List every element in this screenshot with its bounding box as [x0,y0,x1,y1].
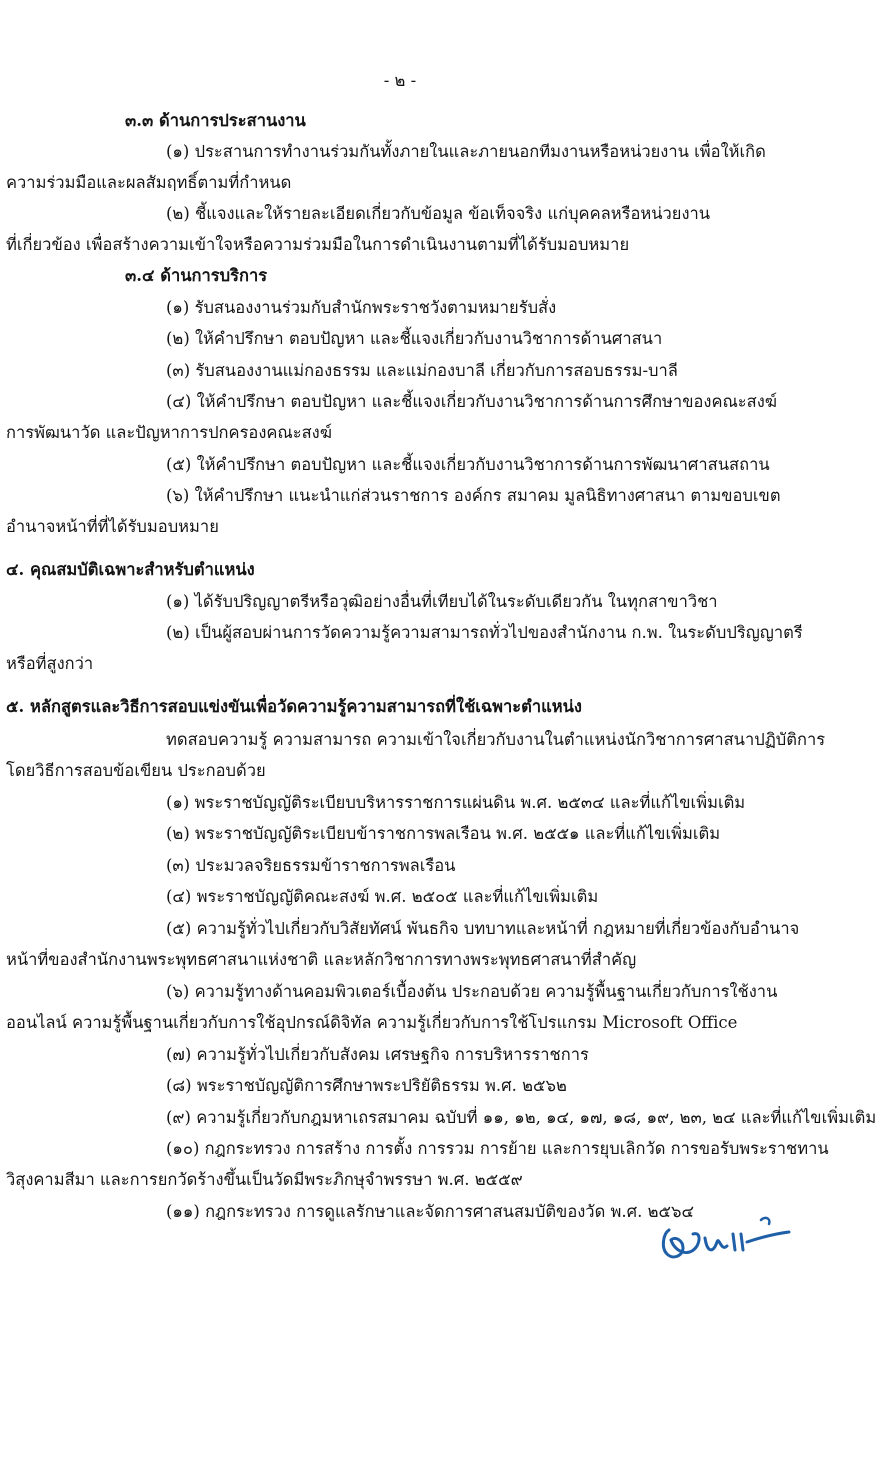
sec33-item: ความร่วมมือและผลสัมฤทธิ์ตามที่กำหนด [6,173,292,192]
sec5-item: (๑๑) กฎกระทรวง การดูแลรักษาและจัดการศาสนสมบัติของวัด พ.ศ. ๒๕๖๔ [166,1202,694,1221]
section-5-heading: ๕. หลักสูตรและวิธีการสอบแข่งขันเพื่อวัดความรู้ความสามารถที่ใช้เฉพาะตำแหน่ง [6,697,582,716]
sec5-item: ออนไลน์ ความรู้พื้นฐานเกี่ยวกับการใช้อุปกรณ์ดิจิทัล ความรู้เกี่ยวกับการใช้โปรแกรม Microsoft Office [6,1013,738,1032]
sec33-item: ที่เกี่ยวข้อง เพื่อสร้างความเข้าใจหรือความร่วมมือในการดำเนินงานตามที่ได้รับมอบหมาย [6,235,630,254]
sec34-item: (๔) ให้คำปรึกษา ตอบปัญหา และชี้แจงเกี่ยวกับงานวิชาการด้านการศึกษาของคณะสงฆ์ [166,392,778,411]
sec5-intro: โดยวิธีการสอบข้อเขียน ประกอบด้วย [6,761,266,780]
sec34-item: (๑) รับสนองงานร่วมกับสำนักพระราชวังตามหมายรับสั่ง [166,298,557,317]
sec4-item: (๑) ได้รับปริญญาตรีหรือวุฒิอย่างอื่นที่เทียบได้ในระดับเดียวกัน ในทุกสาขาวิชา [166,592,718,611]
sec5-item: (๔) พระราชบัญญัติคณะสงฆ์ พ.ศ. ๒๕๐๕ และที่แก้ไขเพิ่มเติม [166,887,599,906]
sec5-item: (๑) พระราชบัญญัติระเบียบบริหารราชการแผ่นดิน พ.ศ. ๒๕๓๔ และที่แก้ไขเพิ่มเติม [166,793,746,812]
section-4-heading: ๔. คุณสมบัติเฉพาะสำหรับตำแหน่ง [6,560,255,579]
sec34-item: (๖) ให้คำปรึกษา แนะนำแก่ส่วนราชการ องค์กร สมาคม มูลนิธิทางศาสนา ตามขอบเขต [166,486,781,505]
section-3-3-heading: ๓.๓ ด้านการประสานงาน [125,111,306,130]
sec5-item: (๑๐) กฎกระทรวง การสร้าง การตั้ง การรวม การย้าย และการยุบเลิกวัด การขอรับพระราชทาน [166,1139,829,1158]
sec34-item: อำนาจหน้าที่ที่ได้รับมอบหมาย [6,517,219,536]
sec5-item: (๗) ความรู้ทั่วไปเกี่ยวกับสังคม เศรษฐกิจ การบริหารราชการ [166,1045,589,1064]
sec5-item: (๘) พระราชบัญญัติการศึกษาพระปริยัติธรรม พ.ศ. ๒๕๖๒ [166,1076,567,1095]
sec34-item: (๕) ให้คำปรึกษา ตอบปัญหา และชี้แจงเกี่ยวกับงานวิชาการด้านการพัฒนาศาสนสถาน [166,455,770,474]
sec5-intro: ทดสอบความรู้ ความสามารถ ความเข้าใจเกี่ยวกับงานในตำแหน่งนักวิชาการศาสนาปฏิบัติการ [166,730,826,749]
sec33-item: (๒) ชี้แจงและให้รายละเอียดเกี่ยวกับข้อมูล ข้อเท็จจริง แก่บุคคลหรือหน่วยงาน [166,204,711,223]
sec5-item: หน้าที่ของสำนักงานพระพุทธศาสนาแห่งชาติ และหลักวิชาการทางพระพุทธศาสนาที่สำคัญ [6,950,637,969]
sec5-item: (๒) พระราชบัญญัติระเบียบข้าราชการพลเรือน พ.ศ. ๒๕๕๑ และที่แก้ไขเพิ่มเติม [166,824,721,843]
sec5-item: (๓) ประมวลจริยธรรมข้าราชการพลเรือน [166,856,456,875]
sec34-item: (๓) รับสนองงานแม่กองธรรม และแม่กองบาลี เกี่ยวกับการสอบธรรม-บาลี [166,361,678,380]
sec34-item: การพัฒนาวัด และปัญหาการปกครองคณะสงฆ์ [6,423,332,442]
sec4-item: (๒) เป็นผู้สอบผ่านการวัดความรู้ความสามารถทั่วไปของสำนักงาน ก.พ. ในระดับปริญญาตรี [166,623,803,642]
handwritten-signature [655,1212,795,1272]
sec33-item: (๑) ประสานการทำงานร่วมกันทั้งภายในและภายนอกทีมงานหรือหน่วยงาน เพื่อให้เกิด [166,142,766,161]
sec34-item: (๒) ให้คำปรึกษา ตอบปัญหา และชี้แจงเกี่ยวกับงานวิชาการด้านศาสนา [166,329,663,348]
sec5-item: (๕) ความรู้ทั่วไปเกี่ยวกับวิสัยทัศน์ พันธกิจ บทบาทและหน้าที่ กฎหมายที่เกี่ยวข้องกับอำนาจ [166,919,800,938]
sec5-item: (๖) ความรู้ทางด้านคอมพิวเตอร์เบื้องต้น ประกอบด้วย ความรู้พื้นฐานเกี่ยวกับการใช้งาน [166,982,778,1001]
section-3-4-heading: ๓.๔ ด้านการบริการ [125,266,268,285]
sec5-item: วิสุงคามสีมา และการยกวัดร้างขึ้นเป็นวัดมีพระภิกษุจำพรรษา พ.ศ. ๒๕๕๙ [6,1170,523,1189]
sec4-item: หรือที่สูงกว่า [6,654,94,673]
page-number: - ๒ - [383,71,417,90]
sec5-item: (๙) ความรู้เกี่ยวกับกฎมหาเถรสมาคม ฉบับที่ ๑๑, ๑๒, ๑๔, ๑๗, ๑๘, ๑๙, ๒๓, ๒๔ และที่แก้ไขเพิ่มเติม [166,1108,876,1127]
